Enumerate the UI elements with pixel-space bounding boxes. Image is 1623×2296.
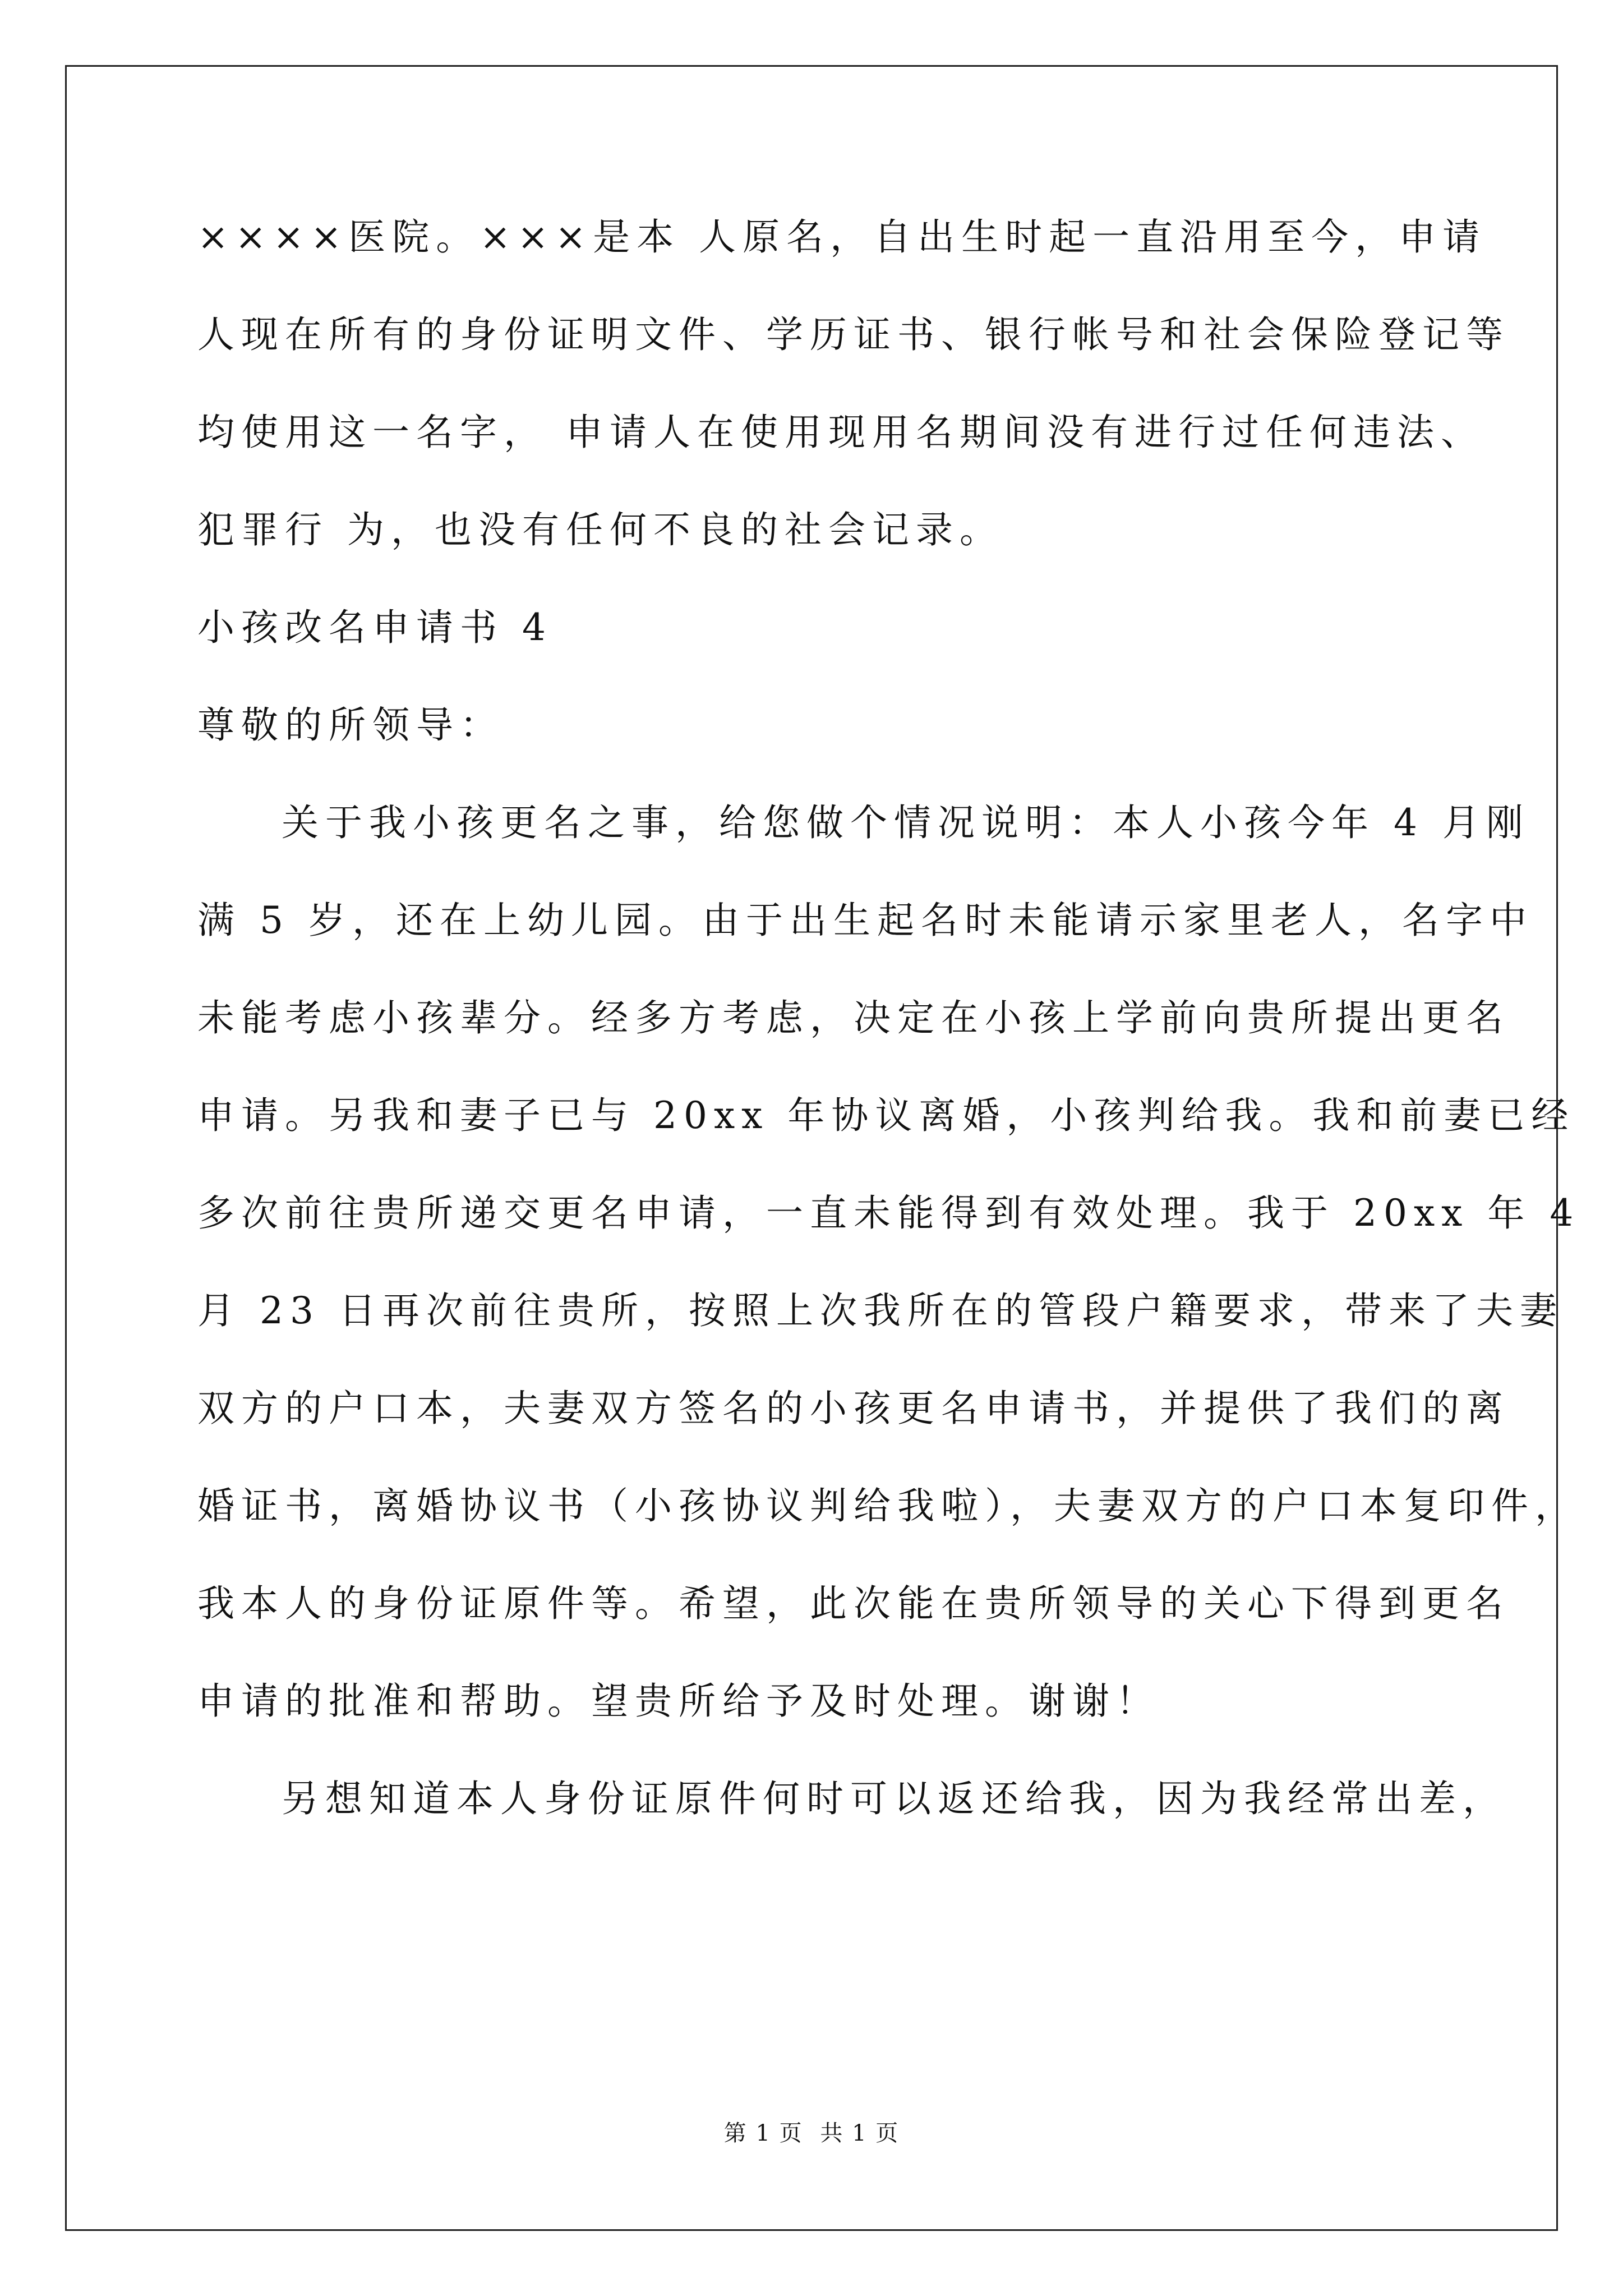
body-line: 申请的批准和帮助。望贵所给予及时处理。谢谢！ [197,1680,1160,1723]
body-line: 犯罪行 为，也没有任何不良的社会记录。 [197,508,1003,551]
page-border [65,65,1580,2231]
page-number: 第 1 页 [723,2120,803,2146]
body-line: 关于我小孩更名之事，给您做个情况说明：本人小孩今年 4 月刚 [282,801,1530,844]
body-line: 双方的户口本，夫妻双方签名的小孩更名申请书，并提供了我们的离 [197,1387,1510,1430]
body-line: 申请。另我和妻子已与 20xx 年协议离婚，小孩判给我。我和前妻已经 [197,1094,1575,1137]
body-line: 未能考虑小孩辈分。经多方考虑，决定在小孩上学前向贵所提出更名 [197,996,1510,1039]
body-line: ××××医院。×××是本 人原名，自出生时起一直沿用至今，申请 [197,215,1487,259]
body-line: 婚证书，离婚协议书（小孩协议判给我啦），夫妻双方的户口本复印件， [197,1484,1579,1527]
body-line: 月 23 日再次前往贵所，按照上次我所在的管段户籍要求，带来了夫妻 [197,1289,1564,1332]
body-line: 满 5 岁，还在上幼儿园。由于出生起名时未能请示家里老人，名字中 [197,899,1533,942]
body-line: 人现在所有的身份证明文件、学历证书、银行帐号和社会保险登记等 [197,313,1510,356]
body-line: 我本人的身份证原件等。希望，此次能在贵所领导的关心下得到更名 [197,1582,1510,1625]
body-line: 多次前往贵所递交更名申请，一直未能得到有效处理。我于 20xx 年 4 [197,1191,1580,1235]
body-line: 另想知道本人身份证原件何时可以返还给我，因为我经常出差， [282,1777,1506,1820]
page-footer [0,2119,1623,2147]
page-total: 共 1 页 [820,2120,900,2146]
salutation: 尊敬的所领导： [197,703,504,747]
body-line: 均使用这一名字， 申请人在使用现用名期间没有进行过任何违法、 [197,411,1484,454]
section-heading: 小孩改名申请书 4 [197,606,552,649]
